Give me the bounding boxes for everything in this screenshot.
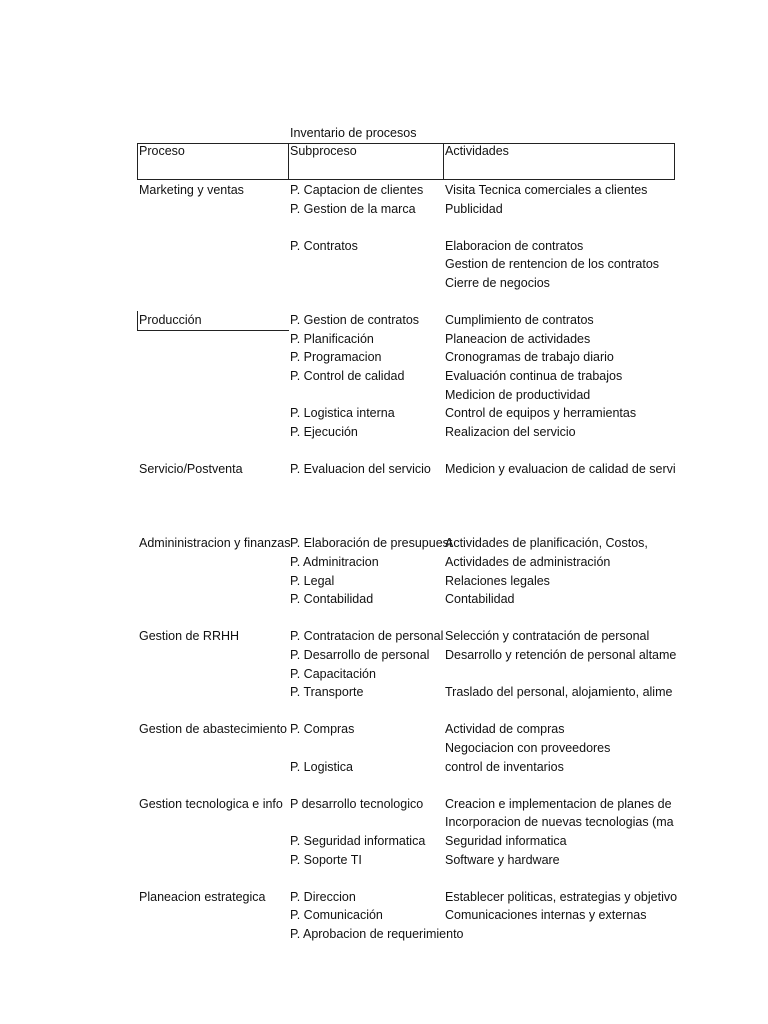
cell-subproceso: P desarrollo tecnologico	[290, 797, 424, 811]
cell-subproceso: P. Evaluacion del servicio	[290, 462, 431, 476]
cell-subproceso	[290, 275, 445, 292]
cell-proceso: Gestion tecnologica e info	[139, 797, 283, 811]
cell-actividades: Incorporacion de nuevas tecnologias (ma	[445, 815, 674, 829]
cell-actividades: Negociacion con proveedores	[445, 741, 611, 755]
cell-proceso	[139, 442, 289, 459]
header-divider	[443, 143, 444, 180]
cell-proceso	[139, 870, 289, 887]
cell-subproceso	[290, 740, 445, 757]
cell-actividades: Comunicaciones internas y externas	[445, 908, 647, 922]
cell-actividades	[445, 219, 676, 236]
cell-actividades: Realizacion del servicio	[445, 425, 576, 439]
cell-proceso	[139, 480, 289, 497]
cell-actividades: Establecer politicas, estrategias y objetivo	[445, 890, 678, 904]
cell-actividades	[445, 610, 676, 627]
cell-subproceso: P. Planificación	[290, 332, 374, 346]
cell-subproceso: P. Transporte	[290, 685, 364, 699]
cell-actividades	[445, 294, 676, 311]
cell-actividades: Evaluación continua de trabajos	[445, 369, 623, 383]
cell-actividades	[445, 666, 676, 683]
cell-subproceso: P. Comunicación	[290, 908, 383, 922]
cell-actividades: control de inventarios	[445, 760, 564, 774]
cell-subproceso	[290, 442, 445, 459]
cell-subproceso: P. Programacion	[290, 350, 382, 364]
cell-proceso: Admininistracion y finanzas	[139, 536, 291, 550]
cell-proceso	[139, 387, 289, 404]
cell-proceso	[139, 517, 289, 534]
cell-actividades: Cronogramas de trabajo diario	[445, 350, 614, 364]
cell-subproceso: P. Desarrollo de personal	[290, 648, 430, 662]
cell-actividades: Seguridad informatica	[445, 834, 567, 848]
cell-proceso	[139, 852, 289, 869]
cell-proceso	[139, 833, 289, 850]
cell-subproceso	[290, 703, 445, 720]
cell-actividades: Cumplimiento de contratos	[445, 313, 594, 327]
cell-proceso	[139, 666, 289, 683]
cell-actividades: Publicidad	[445, 202, 503, 216]
cell-proceso	[139, 294, 289, 311]
cell-actividades	[445, 517, 676, 534]
cell-subproceso	[290, 498, 445, 515]
cell-actividades: Traslado del personal, alojamiento, alime	[445, 685, 673, 699]
cell-subproceso	[290, 610, 445, 627]
cell-subproceso: P. Elaboración de presupuest	[290, 536, 453, 550]
cell-proceso	[139, 647, 289, 664]
cell-proceso	[139, 573, 289, 590]
header-actividades: Actividades	[445, 144, 509, 158]
cell-proceso: Servicio/Postventa	[139, 462, 243, 476]
header-subproceso: Subproceso	[290, 144, 357, 158]
cell-actividades	[445, 703, 676, 720]
cell-proceso	[139, 256, 289, 273]
cell-subproceso	[290, 387, 445, 404]
cell-subproceso: P. Control de calidad	[290, 369, 405, 383]
cell-actividades: Gestion de rentencion de los contratos	[445, 257, 660, 271]
cell-proceso	[139, 610, 289, 627]
cell-subproceso: P. Aprobacion de requerimiento	[290, 927, 464, 941]
cell-subproceso: P. Contratos	[290, 239, 358, 253]
cell-actividades: Actividades de planificación, Costos,	[445, 536, 648, 550]
cell-actividades	[445, 926, 676, 943]
cell-actividades: Contabilidad	[445, 592, 515, 606]
cell-actividades: Selección y contratación de personal	[445, 629, 650, 643]
cell-actividades	[445, 498, 676, 515]
cell-subproceso: P. Logistica interna	[290, 406, 395, 420]
cell-subproceso	[290, 517, 445, 534]
cell-subproceso: P. Legal	[290, 574, 335, 588]
cell-proceso	[139, 684, 289, 701]
cell-proceso	[139, 907, 289, 924]
cell-proceso	[139, 703, 289, 720]
cell-subproceso	[290, 870, 445, 887]
cell-subproceso	[290, 814, 445, 831]
cell-subproceso: P. Seguridad informatica	[290, 834, 426, 848]
cell-proceso	[139, 349, 289, 366]
cell-subproceso	[290, 480, 445, 497]
cell-proceso	[139, 814, 289, 831]
cell-proceso	[139, 424, 289, 441]
cell-actividades: Medicion y evaluacion de calidad de servi	[445, 462, 676, 476]
cell-proceso	[139, 275, 289, 292]
cell-subproceso: P. Capacitación	[290, 667, 376, 681]
cell-proceso	[139, 777, 289, 794]
cell-proceso	[139, 368, 289, 385]
cell-proceso	[139, 926, 289, 943]
cell-actividades: Relaciones legales	[445, 574, 550, 588]
cell-actividades	[445, 870, 676, 887]
cell-actividades: Creacion e implementacion de planes de	[445, 797, 672, 811]
cell-proceso: Gestion de RRHH	[139, 629, 240, 643]
cell-proceso	[139, 201, 289, 218]
cell-subproceso: P. Gestion de contratos	[290, 313, 420, 327]
cell-subproceso	[290, 219, 445, 236]
cell-subproceso	[290, 294, 445, 311]
cell-proceso: Producción	[139, 313, 202, 327]
cell-proceso	[139, 238, 289, 255]
header-divider	[288, 143, 289, 180]
cell-proceso	[139, 498, 289, 515]
cell-actividades	[445, 777, 676, 794]
header-proceso: Proceso	[139, 144, 185, 158]
cell-proceso	[139, 591, 289, 608]
cell-subproceso: P. Gestion de la marca	[290, 202, 416, 216]
cell-proceso	[139, 759, 289, 776]
cell-subproceso: P. Captacion de clientes	[290, 183, 424, 197]
cell-actividades: Actividad de compras	[445, 722, 565, 736]
cell-subproceso: P. Contabilidad	[290, 592, 374, 606]
cell-subproceso: P. Soporte TI	[290, 853, 362, 867]
cell-actividades: Cierre de negocios	[445, 276, 550, 290]
cell-subproceso	[290, 777, 445, 794]
cell-actividades: Elaboracion de contratos	[445, 239, 584, 253]
cell-subproceso: P. Direccion	[290, 890, 356, 904]
cell-subproceso	[290, 256, 445, 273]
cell-actividades	[445, 480, 676, 497]
cell-proceso	[139, 331, 289, 348]
cell-proceso: Gestion de abastecimiento	[139, 722, 288, 736]
cell-subproceso: P. Adminitracion	[290, 555, 379, 569]
header-row	[137, 143, 675, 180]
cell-actividades: Visita Tecnica comerciales a clientes	[445, 183, 648, 197]
cell-proceso	[139, 554, 289, 571]
cell-actividades: Desarrollo y retención de personal altame	[445, 648, 677, 662]
cell-subproceso: P. Compras	[290, 722, 355, 736]
cell-actividades: Software y hardware	[445, 853, 560, 867]
cell-proceso: Marketing y ventas	[139, 183, 244, 197]
sheet-title: Inventario de procesos	[290, 126, 417, 140]
cell-actividades: Planeacion de actividades	[445, 332, 591, 346]
cell-subproceso: P. Logistica	[290, 760, 354, 774]
cell-proceso	[139, 740, 289, 757]
cell-subproceso: P. Ejecución	[290, 425, 358, 439]
cell-subproceso: P. Contratacion de personal	[290, 629, 444, 643]
cell-actividades: Medicion de productividad	[445, 388, 591, 402]
cell-proceso	[139, 405, 289, 422]
cell-proceso	[139, 219, 289, 236]
cell-proceso: Planeacion estrategica	[139, 890, 266, 904]
cell-actividades: Control de equipos y herramientas	[445, 406, 637, 420]
cell-actividades: Actividades de administración	[445, 555, 611, 569]
cell-actividades	[445, 442, 676, 459]
